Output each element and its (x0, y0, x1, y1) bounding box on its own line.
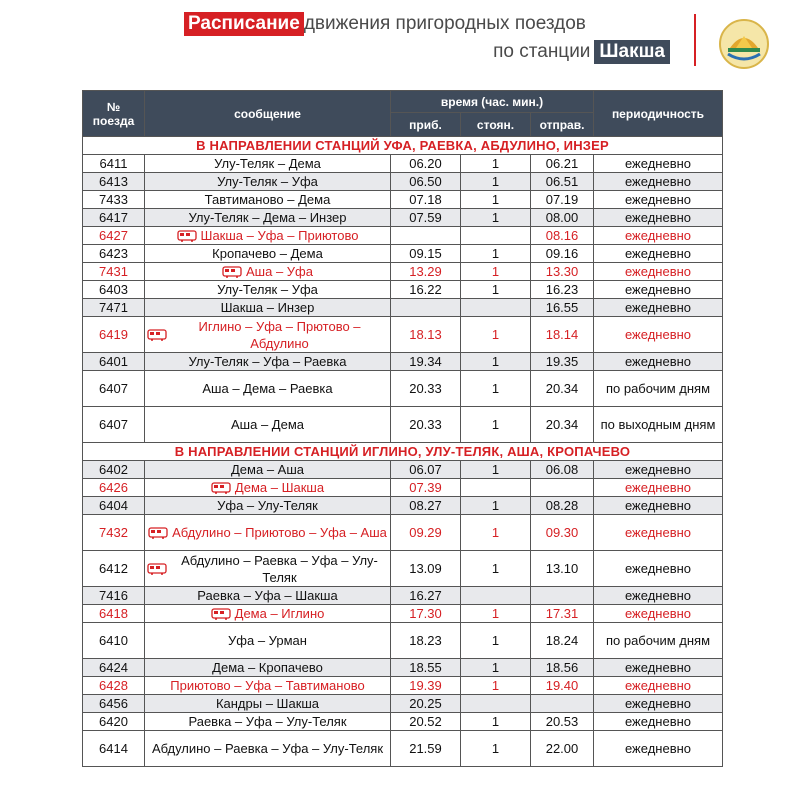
stop-duration-cell: 1 (461, 155, 531, 173)
table-row (83, 245, 723, 263)
table-row (83, 281, 723, 299)
stop-duration-cell: 1 (461, 209, 531, 227)
section-title-2: В НАПРАВЛЕНИИ СТАНЦИЙ ИГЛИНО, УЛУ-ТЕЛЯК, АША, КРОПАЧЕВО (83, 443, 723, 461)
train-number-cell: 6456 (83, 695, 145, 713)
arrival-time-cell: 07.39 (391, 479, 461, 497)
train-number-cell: 6413 (83, 173, 145, 191)
table-row (83, 677, 723, 695)
table-row (83, 587, 723, 605)
route-text: Иглино – Уфа – Прютово – Абдулино (198, 318, 361, 351)
transfer-train-icon (211, 608, 231, 620)
section-title-1: В НАПРАВЛЕНИИ СТАНЦИЙ УФА, РАЕВКА, АБДУЛИНО, ИНЗЕР (83, 137, 723, 155)
train-number-cell: 6402 (83, 461, 145, 479)
section-row-2 (83, 443, 723, 461)
stop-duration-cell: 1 (461, 623, 531, 659)
page-header (0, 0, 800, 90)
periodicity-cell: ежедневно (594, 587, 723, 605)
route-cell (145, 281, 391, 299)
route-cell (145, 677, 391, 695)
stop-duration-cell (461, 695, 531, 713)
departure-time-cell: 09.16 (531, 245, 594, 263)
arrival-time-cell: 20.33 (391, 407, 461, 443)
table-row (83, 209, 723, 227)
periodicity-cell: ежедневно (594, 479, 723, 497)
col-header-time: время (час. мин.) (391, 91, 594, 113)
periodicity-cell: ежедневно (594, 515, 723, 551)
stop-duration-cell (461, 227, 531, 245)
route-text: Уфа – Улу-Теляк (217, 498, 318, 513)
arrival-time-cell: 21.59 (391, 731, 461, 767)
departure-time-cell: 09.30 (531, 515, 594, 551)
arrival-time-cell: 19.34 (391, 353, 461, 371)
stop-duration-cell: 1 (461, 173, 531, 191)
arrival-time-cell: 16.27 (391, 587, 461, 605)
periodicity-cell: ежедневно (594, 461, 723, 479)
arrival-time-cell: 20.33 (391, 371, 461, 407)
route-cell (145, 263, 391, 281)
departure-time-cell (531, 479, 594, 497)
departure-time-cell (531, 695, 594, 713)
stop-duration-cell: 1 (461, 713, 531, 731)
train-number-cell: 6426 (83, 479, 145, 497)
route-text: Шакша – Уфа – Приютово (200, 228, 359, 243)
route-cell (145, 497, 391, 515)
departure-time-cell: 22.00 (531, 731, 594, 767)
col-header-route: сообщение (145, 91, 391, 137)
departure-time-cell: 08.00 (531, 209, 594, 227)
departure-time-cell: 20.34 (531, 407, 594, 443)
stop-duration-cell: 1 (461, 407, 531, 443)
periodicity-cell: ежедневно (594, 605, 723, 623)
departure-time-cell: 18.56 (531, 659, 594, 677)
stop-duration-cell (461, 299, 531, 317)
schedule-body (83, 137, 723, 767)
periodicity-cell: по выходным дням (594, 407, 723, 443)
departure-time-cell: 20.53 (531, 713, 594, 731)
table-row (83, 353, 723, 371)
stop-duration-cell: 1 (461, 245, 531, 263)
periodicity-cell: ежедневно (594, 731, 723, 767)
table-row (83, 299, 723, 317)
stop-duration-cell: 1 (461, 731, 531, 767)
stop-duration-cell: 1 (461, 353, 531, 371)
train-number-cell: 6417 (83, 209, 145, 227)
periodicity-cell: по рабочим дням (594, 623, 723, 659)
page-title (184, 12, 586, 36)
stop-duration-cell: 1 (461, 605, 531, 623)
train-number-cell: 6424 (83, 659, 145, 677)
col-header-period: периодичность (594, 91, 723, 137)
stop-duration-cell: 1 (461, 317, 531, 353)
arrival-time-cell: 09.29 (391, 515, 461, 551)
transfer-train-icon (147, 329, 167, 341)
periodicity-cell: ежедневно (594, 497, 723, 515)
table-row (83, 713, 723, 731)
table-row (83, 371, 723, 407)
train-number-cell: 6407 (83, 371, 145, 407)
col-header-arrival: приб. (391, 113, 461, 137)
periodicity-cell: ежедневно (594, 713, 723, 731)
periodicity-cell: ежедневно (594, 551, 723, 587)
route-cell (145, 317, 391, 353)
departure-time-cell: 19.40 (531, 677, 594, 695)
table-row (83, 317, 723, 353)
table-row (83, 515, 723, 551)
periodicity-cell: ежедневно (594, 281, 723, 299)
route-text: Абдулино – Приютово – Уфа – Аша (172, 525, 387, 540)
periodicity-cell: ежедневно (594, 209, 723, 227)
route-text: Улу-Теляк – Дема (214, 156, 321, 171)
title-rest: движения пригородных поездов (303, 13, 586, 34)
col-header-departure: отправ. (531, 113, 594, 137)
departure-time-cell (531, 587, 594, 605)
periodicity-cell: ежедневно (594, 245, 723, 263)
table-row (83, 461, 723, 479)
departure-time-cell: 06.21 (531, 155, 594, 173)
route-cell (145, 299, 391, 317)
departure-time-cell: 13.30 (531, 263, 594, 281)
arrival-time-cell: 17.30 (391, 605, 461, 623)
arrival-time-cell: 13.29 (391, 263, 461, 281)
route-cell (145, 731, 391, 767)
table-row (83, 479, 723, 497)
route-cell (145, 605, 391, 623)
stop-duration-cell: 1 (461, 497, 531, 515)
table-row (83, 173, 723, 191)
route-cell (145, 407, 391, 443)
arrival-time-cell (391, 227, 461, 245)
route-cell (145, 191, 391, 209)
train-number-cell: 7471 (83, 299, 145, 317)
train-number-cell: 6411 (83, 155, 145, 173)
route-text: Дема – Иглино (234, 606, 325, 621)
stop-duration-cell: 1 (461, 677, 531, 695)
route-cell (145, 461, 391, 479)
route-cell (145, 623, 391, 659)
route-text: Приютово – Уфа – Тавтиманово (170, 678, 365, 693)
route-text: Улу-Теляк – Уфа (217, 174, 318, 189)
periodicity-cell: ежедневно (594, 677, 723, 695)
table-row (83, 551, 723, 587)
route-text: Улу-Теляк – Дема – Инзер (188, 210, 347, 225)
route-cell (145, 245, 391, 263)
page-subtitle (493, 40, 670, 64)
table-row (83, 623, 723, 659)
route-text: Кандры – Шакша (215, 696, 320, 711)
arrival-time-cell: 18.55 (391, 659, 461, 677)
departure-time-cell: 18.24 (531, 623, 594, 659)
route-cell (145, 227, 391, 245)
schedule-table (82, 90, 723, 767)
route-text: Аша – Уфа (246, 264, 313, 279)
stop-duration-cell: 1 (461, 461, 531, 479)
route-cell (145, 479, 391, 497)
table-row (83, 605, 723, 623)
train-number-cell: 7432 (83, 515, 145, 551)
arrival-time-cell: 13.09 (391, 551, 461, 587)
table-row (83, 227, 723, 245)
train-number-cell: 7433 (83, 191, 145, 209)
train-number-cell: 6414 (83, 731, 145, 767)
departure-time-cell: 16.23 (531, 281, 594, 299)
arrival-time-cell: 19.39 (391, 677, 461, 695)
stop-duration-cell: 1 (461, 659, 531, 677)
departure-time-cell: 18.14 (531, 317, 594, 353)
station-name: Шакша (594, 40, 670, 64)
transfer-train-icon (222, 266, 242, 278)
title-highlight: Расписание (184, 12, 304, 36)
route-cell (145, 155, 391, 173)
route-text: Абдулино – Раевка – Уфа – Улу-Теляк (151, 741, 384, 756)
table-row (83, 659, 723, 677)
table-row (83, 695, 723, 713)
periodicity-cell: ежедневно (594, 659, 723, 677)
train-number-cell: 6410 (83, 623, 145, 659)
train-number-cell: 6419 (83, 317, 145, 353)
stop-duration-cell: 1 (461, 263, 531, 281)
arrival-time-cell: 18.13 (391, 317, 461, 353)
route-cell (145, 695, 391, 713)
departure-time-cell: 20.34 (531, 371, 594, 407)
transfer-train-icon (211, 482, 231, 494)
arrival-time-cell: 16.22 (391, 281, 461, 299)
departure-time-cell: 07.19 (531, 191, 594, 209)
departure-time-cell: 16.55 (531, 299, 594, 317)
departure-time-cell: 17.31 (531, 605, 594, 623)
route-text: Кропачево – Дема (212, 246, 323, 261)
route-text: Улу-Теляк – Уфа (217, 282, 318, 297)
route-cell (145, 713, 391, 731)
transfer-train-icon (148, 527, 168, 539)
periodicity-cell: ежедневно (594, 695, 723, 713)
arrival-time-cell (391, 299, 461, 317)
departure-time-cell: 08.16 (531, 227, 594, 245)
table-row (83, 191, 723, 209)
header-divider (694, 14, 696, 66)
route-cell (145, 173, 391, 191)
periodicity-cell: ежедневно (594, 263, 723, 281)
route-cell (145, 209, 391, 227)
route-text: Аша – Дема – Раевка (202, 381, 333, 396)
route-cell (145, 587, 391, 605)
arrival-time-cell: 06.07 (391, 461, 461, 479)
route-text: Раевка – Уфа – Шакша (197, 588, 338, 603)
arrival-time-cell: 09.15 (391, 245, 461, 263)
periodicity-cell: ежедневно (594, 155, 723, 173)
periodicity-cell: ежедневно (594, 353, 723, 371)
train-number-cell: 6403 (83, 281, 145, 299)
arrival-time-cell: 06.20 (391, 155, 461, 173)
table-row (83, 407, 723, 443)
stop-duration-cell: 1 (461, 551, 531, 587)
stop-duration-cell (461, 479, 531, 497)
arrival-time-cell: 06.50 (391, 173, 461, 191)
stop-duration-cell: 1 (461, 371, 531, 407)
train-number-cell: 6418 (83, 605, 145, 623)
arrival-time-cell: 18.23 (391, 623, 461, 659)
departure-time-cell: 06.08 (531, 461, 594, 479)
train-number-cell: 6401 (83, 353, 145, 371)
arrival-time-cell: 07.18 (391, 191, 461, 209)
departure-time-cell: 19.35 (531, 353, 594, 371)
departure-time-cell: 06.51 (531, 173, 594, 191)
bashkortostan-emblem-icon (718, 18, 770, 70)
train-number-cell: 7416 (83, 587, 145, 605)
route-cell (145, 515, 391, 551)
stop-duration-cell (461, 587, 531, 605)
periodicity-cell: ежедневно (594, 317, 723, 353)
transfer-train-icon (177, 230, 197, 242)
arrival-time-cell: 20.52 (391, 713, 461, 731)
route-text: Шакша – Инзер (220, 300, 315, 315)
route-text: Дема – Шакша (234, 480, 325, 495)
transfer-train-icon (147, 563, 167, 575)
departure-time-cell: 08.28 (531, 497, 594, 515)
arrival-time-cell: 20.25 (391, 695, 461, 713)
route-text: Аша – Дема (231, 417, 304, 432)
col-header-stop: стоян. (461, 113, 531, 137)
stop-duration-cell: 1 (461, 281, 531, 299)
route-cell (145, 551, 391, 587)
periodicity-cell: ежедневно (594, 227, 723, 245)
route-text: Улу-Теляк – Уфа – Раевка (188, 354, 347, 369)
table-row (83, 497, 723, 515)
col-header-number: № поезда (83, 91, 145, 137)
route-text: Абдулино – Раевка – Уфа – Улу-Теляк (181, 552, 378, 585)
periodicity-cell: ежедневно (594, 299, 723, 317)
table-row (83, 263, 723, 281)
arrival-time-cell: 08.27 (391, 497, 461, 515)
route-text: Раевка – Уфа – Улу-Теляк (188, 714, 347, 729)
route-cell (145, 353, 391, 371)
route-text: Дема – Аша (231, 462, 304, 477)
train-number-cell: 6423 (83, 245, 145, 263)
train-number-cell: 6407 (83, 407, 145, 443)
route-cell (145, 371, 391, 407)
route-text: Тавтиманово – Дема (204, 192, 331, 207)
train-number-cell: 6404 (83, 497, 145, 515)
periodicity-cell: ежедневно (594, 191, 723, 209)
arrival-time-cell: 07.59 (391, 209, 461, 227)
periodicity-cell: по рабочим дням (594, 371, 723, 407)
departure-time-cell: 13.10 (531, 551, 594, 587)
train-number-cell: 7431 (83, 263, 145, 281)
table-row (83, 731, 723, 767)
train-number-cell: 6428 (83, 677, 145, 695)
stop-duration-cell: 1 (461, 515, 531, 551)
section-row-1 (83, 137, 723, 155)
train-number-cell: 6427 (83, 227, 145, 245)
route-cell (145, 659, 391, 677)
train-number-cell: 6420 (83, 713, 145, 731)
periodicity-cell: ежедневно (594, 173, 723, 191)
subtitle-text: по станции (493, 41, 591, 62)
route-text: Дема – Кропачево (212, 660, 323, 675)
train-number-cell: 6412 (83, 551, 145, 587)
route-text: Уфа – Урман (228, 633, 307, 648)
table-row (83, 155, 723, 173)
stop-duration-cell: 1 (461, 191, 531, 209)
